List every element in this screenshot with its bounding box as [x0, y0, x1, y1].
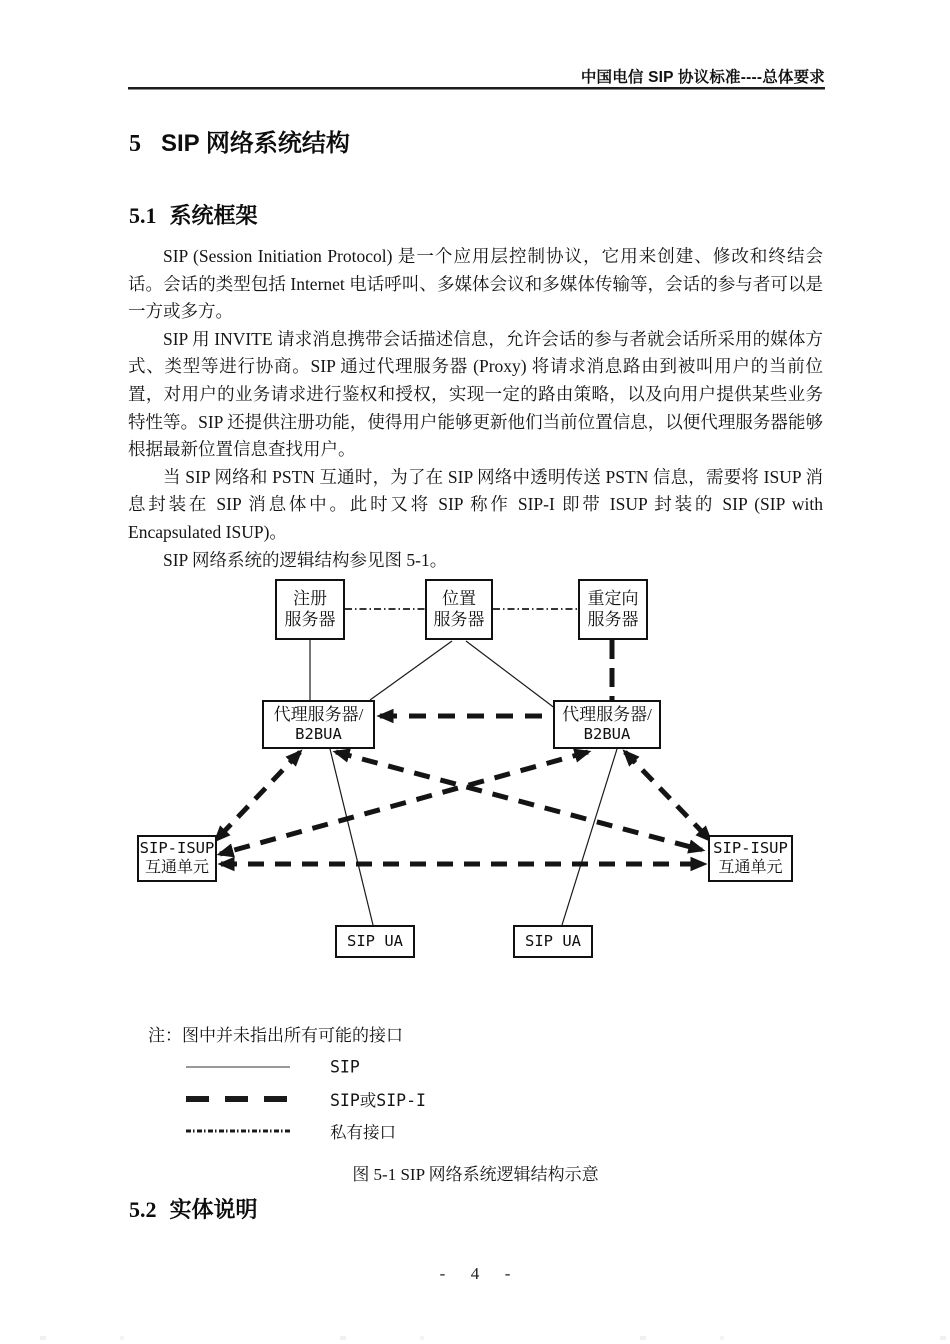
node-label: SIP-ISUP	[139, 839, 215, 858]
legend-line-dashdot	[186, 1130, 290, 1133]
header-rule	[128, 87, 825, 90]
node-label: 互通单元	[718, 859, 783, 877]
node-label: SIP-ISUP	[713, 839, 788, 858]
node-label: 代理服务器/	[273, 704, 364, 724]
scan-artifacts	[0, 1336, 950, 1340]
diagram-node-proxy-b2bua-left	[262, 700, 375, 749]
page-header: 中国电信 SIP 协议标准----总体要求	[580, 69, 825, 86]
paragraph: SIP 用 INVITE 请求消息携带会话描述信息，允许会话的参与者就会话所采用的媒体方式、类型等进行协商。SIP 通过代理服务器 (Proxy) 将请求消息路由到被叫用户的当前位置，对用户的业务请求进行鉴权和授权，实现一定的路由策略，以及向用户提供某些业务特性等。SIP 还提供注册功能，使得用户能够更新他们当前位置信息，以便代理服务器能够根据最新位置信息查找用户。	[128, 328, 823, 460]
section-number: 5	[129, 131, 141, 157]
legend-row-sip-or-sip-i	[186, 1089, 606, 1109]
diagram-node-location-server	[425, 579, 493, 640]
legend-line-dashed	[186, 1096, 290, 1102]
legend-line-solid	[186, 1067, 290, 1068]
node-label: 服务器	[433, 609, 485, 629]
node-label: 重定向	[587, 588, 639, 608]
node-label: 服务器	[587, 609, 639, 629]
section-title: 实体说明	[169, 1197, 258, 1222]
section-number: 5.2	[129, 1197, 157, 1222]
node-label: B2BUA	[295, 725, 342, 744]
legend-label: SIP或SIP-I	[330, 1091, 426, 1110]
diagram-node-sip-isup-left	[137, 835, 217, 882]
node-label: SIP UA	[525, 932, 581, 951]
node-label: 位置	[442, 588, 476, 608]
figure-caption: 图 5-1 SIP 网络系统逻辑结构示意	[352, 1165, 599, 1184]
body-text	[128, 243, 823, 574]
node-label: SIP UA	[347, 932, 403, 951]
section-heading-5-1	[129, 199, 258, 230]
figure-note: 注：图中并未指出所有可能的接口	[148, 1026, 403, 1045]
diagram-node-sip-ua-left	[335, 925, 415, 958]
paragraph: SIP 网络系统的逻辑结构参见图 5-1。	[163, 549, 448, 570]
page-number: - 4 -	[439, 1264, 511, 1283]
legend-row-sip	[186, 1057, 606, 1077]
diagram-node-sip-isup-right	[708, 835, 793, 882]
node-label: B2BUA	[583, 725, 631, 744]
node-label: 注册	[293, 588, 327, 608]
section-title: SIP 网络系统结构	[161, 130, 350, 157]
paragraph: SIP (Session Initiation Protocol) 是一个应用层控制协议，它用来创建、修改和终结会话。会话的类型包括 Internet 电话呼叫、多媒体会议和多媒体传输等，会话的参与者可以是一方或多方。	[128, 246, 823, 322]
node-label: 代理服务器/	[562, 704, 652, 724]
node-label: 服务器	[284, 609, 336, 629]
diagram-node-sip-ua-right	[513, 925, 593, 958]
section-heading-5-2	[129, 1193, 258, 1224]
node-label: 互通单元	[144, 859, 209, 877]
paragraph: 当 SIP 网络和 PSTN 互通时，为了在 SIP 网络中透明传送 PSTN 信息，需要将 ISUP 消息封装在 SIP 消息体中。此时又将 SIP 称作 SIP-I 即带 ISUP 封装的 SIP (SIP with Encapsulated ISUP)。	[128, 466, 823, 542]
section-heading-5	[129, 123, 350, 158]
section-number: 5.1	[129, 203, 157, 228]
diagram-node-redirect-server	[578, 579, 648, 640]
legend-label: 私有接口	[330, 1123, 396, 1142]
legend-row-private-interface	[186, 1121, 606, 1141]
diagram-node-proxy-b2bua-right	[553, 700, 661, 749]
section-title: 系统框架	[169, 203, 258, 228]
diagram-node-register-server	[275, 579, 345, 640]
legend-label: SIP	[330, 1057, 360, 1077]
